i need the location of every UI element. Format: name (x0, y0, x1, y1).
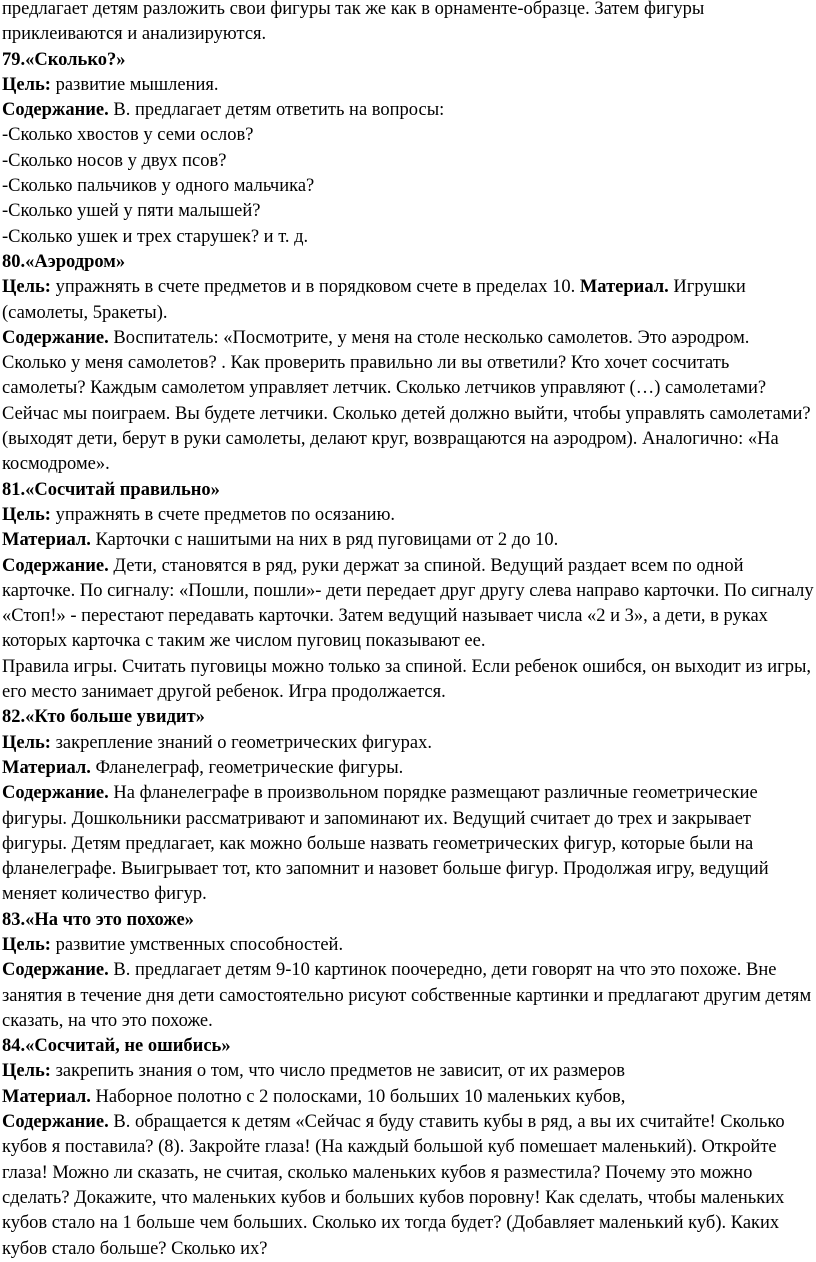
game-80-goal (2, 275, 814, 326)
goal-label: Цель: (2, 277, 51, 298)
material-text: Фланелеграф, геометрические фигуры. (90, 757, 404, 778)
game-79-question: -Сколько ушек и трех старушек? и т. д. (2, 226, 309, 247)
goal-text: развитие умственных способностей. (50, 934, 344, 955)
game-83-title: 83.«На что это похоже» (2, 909, 194, 930)
game-82-material (2, 756, 814, 781)
game-80-content (2, 326, 814, 478)
content-text: В. предлагает детям ответить на вопросы: (108, 100, 445, 121)
game-83-content (2, 958, 814, 1034)
content-text: На фланелеграфе в произвольном порядке размещают различные геометрические фигуры. Дошкольники рассматривают и запоминают их. Ведущий считает до трех и закрывает фигуры. Детям предлагает, как можно больше назвать геометрических фигур, которые были на фланелеграфе. Выигрывает тот, кто запомнит и назовет больше фигур. Продолжая игру, ведущий меняет количество фигур. (2, 783, 769, 905)
game-79-goal (2, 73, 814, 98)
intro-paragraph: предлагает детям разложить свои фигуры так же как в орнаменте-образце. Затем фигуры приклеиваются и анализируются. (2, 0, 705, 45)
game-83-goal (2, 933, 814, 958)
content-label: Содержание. (2, 100, 109, 121)
game-80-title: 80.«Аэродром» (2, 251, 126, 272)
material-text: Игрушки (самолеты, 5ракеты). (2, 277, 746, 323)
goal-label: Цель: (2, 934, 51, 955)
game-82-goal (2, 731, 814, 756)
game-84-goal (2, 1059, 814, 1084)
goal-label: Цель: (2, 732, 51, 753)
material-label: Материал. (2, 757, 91, 778)
game-81-material (2, 528, 814, 553)
content-label: Содержание. (2, 555, 109, 576)
goal-text: упражнять в счете предметов по осязанию. (50, 504, 396, 525)
goal-label: Цель: (2, 504, 51, 525)
game-79-title: 79.«Сколько?» (2, 49, 126, 70)
material-text: Наборное полотно с 2 полосками, 10 больших 10 маленьких кубов, (90, 1086, 626, 1107)
game-79-content (2, 98, 814, 123)
goal-label: Цель: (2, 74, 51, 95)
content-text: Дети, становятся в ряд, руки держат за спиной. Ведущий раздает всем по одной карточке. По сигналу: «Пошли, пошли»- дети передает друг другу слева направо карточки. По сигналу «Стоп!» - перестают передавать карточки. Затем ведущий называет числа «2 и 3», а дети, в руках которых карточка с таким же числом пуговиц показывают ее. (2, 555, 814, 652)
goal-text: развитие мышления. (50, 74, 219, 95)
game-81-content (2, 554, 814, 655)
material-label: Материал. (2, 530, 91, 551)
game-79-question: -Сколько хвостов у семи ослов? (2, 125, 254, 146)
game-82-content (2, 781, 814, 907)
game-79-question: -Сколько носов у двух псов? (2, 150, 227, 171)
material-label: Материал. (579, 277, 669, 298)
material-label: Материал. (2, 1086, 91, 1107)
content-label: Содержание. (2, 1112, 109, 1133)
game-84-material (2, 1085, 814, 1110)
goal-label: Цель: (2, 1061, 51, 1082)
game-82-title: 82.«Кто больше увидит» (2, 707, 205, 728)
content-label: Содержание. (2, 783, 109, 804)
game-84-title: 84.«Сосчитай, не ошибись» (2, 1036, 231, 1057)
content-text: В. обращается к детям «Сейчас я буду ставить кубы в ряд, а вы их считайте! Сколько кубов я поставила? (8). Закройте глаза! (На каждый большой куб помешает маленький). Откройте глаза! Можно ли сказать, не считая, сколько маленьких кубов я разместила? Почему это можно сделать? Докажите, что маленьких кубов и больших кубов поровну! Как сделать, чтобы маленьких кубов стало на 1 больше чем больших. Сколько их тогда будет? (Добавляет маленький куб). Каких кубов стало больше? Сколько их? (2, 1112, 785, 1259)
game-81-goal (2, 503, 814, 528)
content-text: Воспитатель: «Посмотрите, у меня на столе несколько самолетов. Это аэродром. Сколько у меня самолетов? . Как проверить правильно ли вы ответили? Кто хочет сосчитать самолеты? Каждым самолетом управляет летчик. Сколько летчиков управляют (…) самолетами? Сейчас мы поиграем. Вы будете летчики. Сколько детей должно выйти, чтобы управлять самолетами? (выходят дети, берут в руки самолеты, делают круг, возвращаются на аэродром). Аналогично: «На космодроме». (2, 327, 811, 475)
game-79-question: -Сколько ушей у пяти малышей? (2, 201, 261, 222)
content-text: В. предлагает детям 9-10 картинок поочередно, дети говорят на что это похоже. Вне занятия в течение дня дети самостоятельно рисуют собственные картинки и предлагают другим детям сказать, на что это похоже. (2, 960, 812, 1031)
game-81-rules: Правила игры. Считать пуговицы можно только за спиной. Если ребенок ошибся, он выходит из игры, его место занимает другой ребенок. Игра продолжается. (2, 656, 812, 703)
material-text: Карточки с нашитыми на них в ряд пуговицами от 2 до 10. (90, 530, 559, 551)
goal-text: закрепить знания о том, что число предметов не зависит, от их размеров (50, 1061, 625, 1082)
game-81-title: 81.«Сосчитай правильно» (2, 479, 220, 500)
content-label: Содержание. (2, 960, 109, 981)
goal-text: упражнять в счете предметов и в порядковом счете в пределах 10. (50, 277, 580, 298)
goal-text: закрепление знаний о геометрических фигурах. (50, 732, 432, 753)
game-84-content (2, 1110, 814, 1262)
content-label: Содержание. (2, 327, 109, 348)
game-79-question: -Сколько пальчиков у одного мальчика? (2, 176, 315, 197)
